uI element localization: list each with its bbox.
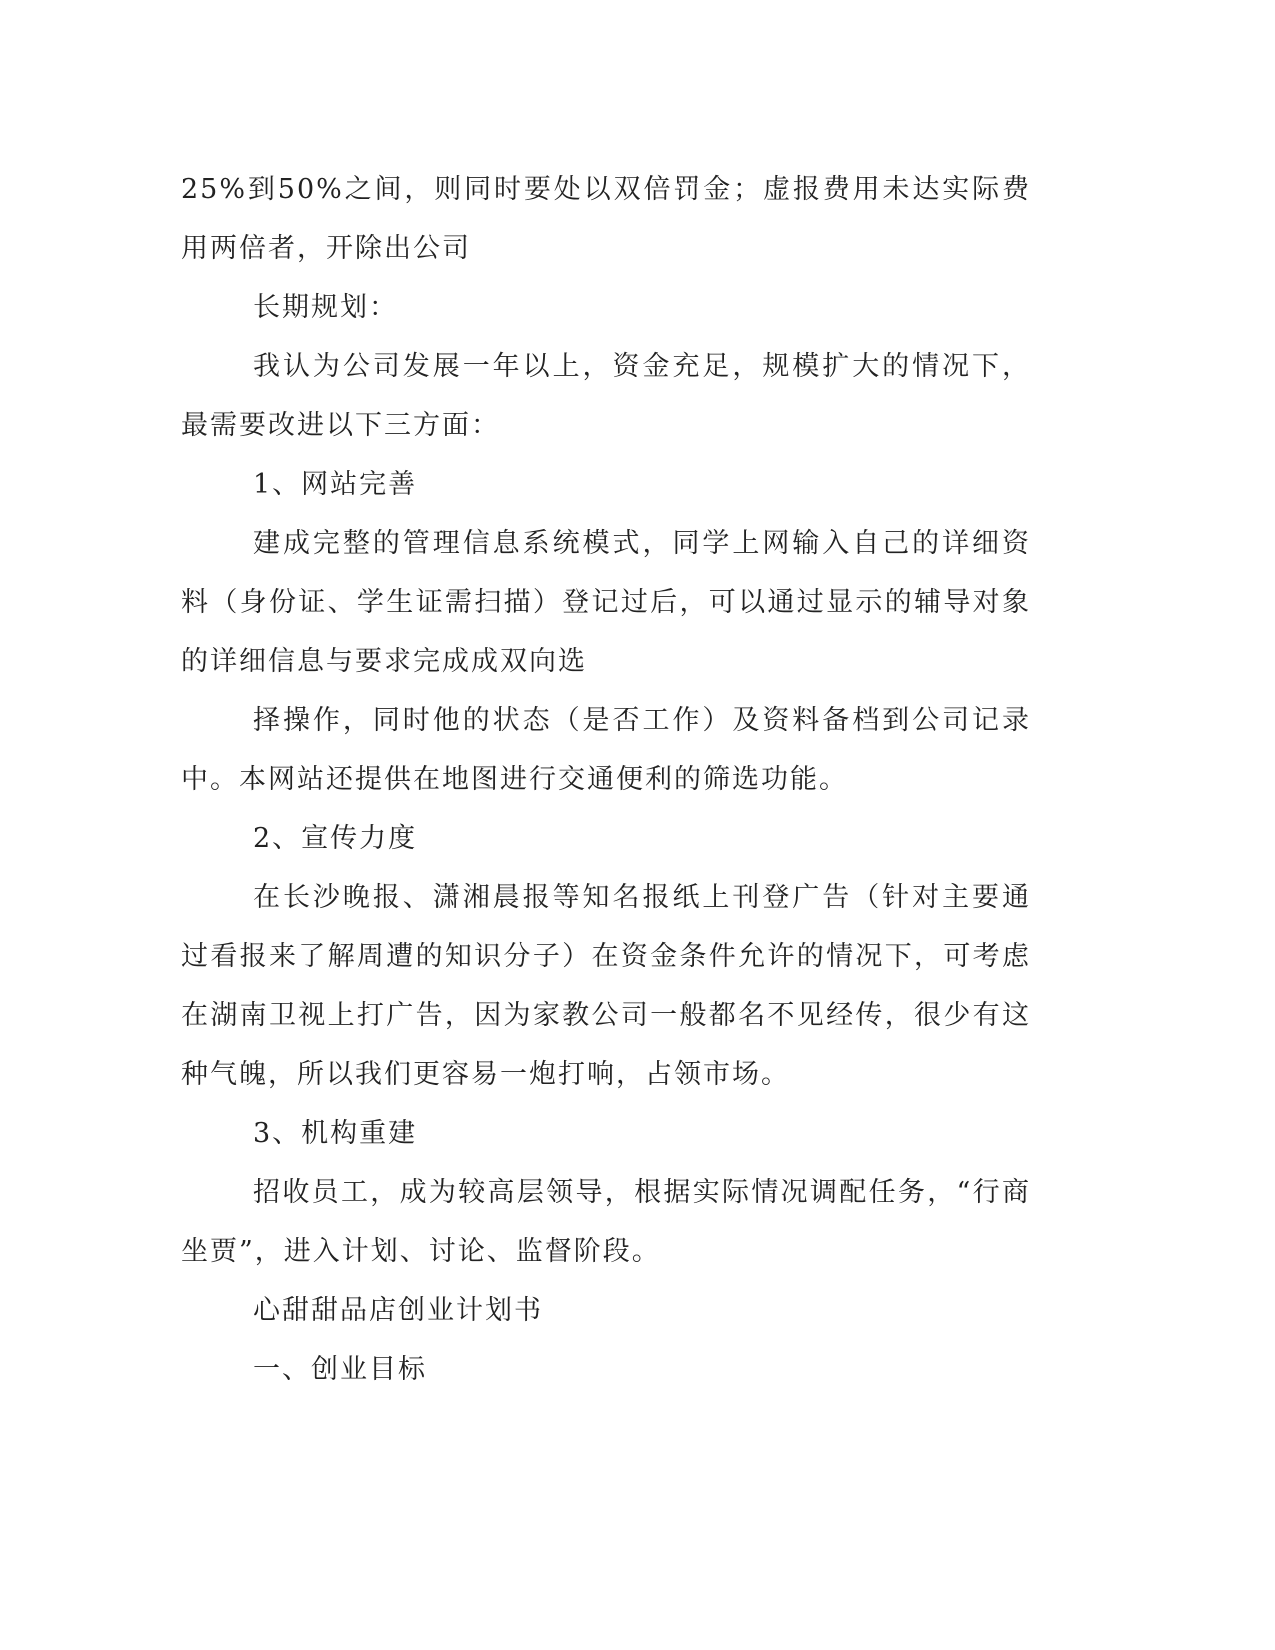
heading-business-goals: 一、创业目标 — [253, 1354, 427, 1385]
paragraph-staff-recruitment: 招收员工，成为较高层领导，根据实际情况调配任务，“行商坐贾”，进入计划、讨论、监督阶段。 — [181, 1177, 1031, 1267]
heading-publicity: 2、宣传力度 — [253, 823, 418, 854]
paragraph-website-system: 建成完整的管理信息系统模式，同学上网输入自己的详细资料（身份证、学生证需扫描）登记过后，可以通过显示的辅导对象的详细信息与要求完成成双向选 — [181, 528, 1031, 677]
paragraph-advertising: 在长沙晚报、潇湘晨报等知名报纸上刊登广告（针对主要通过看报来了解周遭的知识分子）在资金条件允许的情况下，可考虑在湖南卫视上打广告，因为家教公司一般都名不见经传，很少有这种气魄，所以我们更容易一炮打响，占领市场。 — [181, 882, 1031, 1090]
heading-restructuring: 3、机构重建 — [253, 1118, 418, 1149]
heading-long-term-plan: 长期规划： — [253, 292, 398, 323]
paragraph-website-operation: 择操作，同时他的状态（是否工作）及资料备档到公司记录中。本网站还提供在地图进行交通便利的筛选功能。 — [181, 705, 1031, 795]
paragraph-improvements-intro: 我认为公司发展一年以上，资金充足，规模扩大的情况下，最需要改进以下三方面： — [181, 351, 1031, 441]
heading-website-improvement: 1、网站完善 — [253, 469, 418, 500]
paragraph-penalty-continuation: 25%到50%之间，则同时要处以双倍罚金；虚报费用未达实际费用两倍者，开除出公司 — [181, 174, 1031, 264]
document-body — [181, 160, 1031, 1399]
heading-dessert-shop-plan: 心甜甜品店创业计划书 — [253, 1295, 543, 1326]
